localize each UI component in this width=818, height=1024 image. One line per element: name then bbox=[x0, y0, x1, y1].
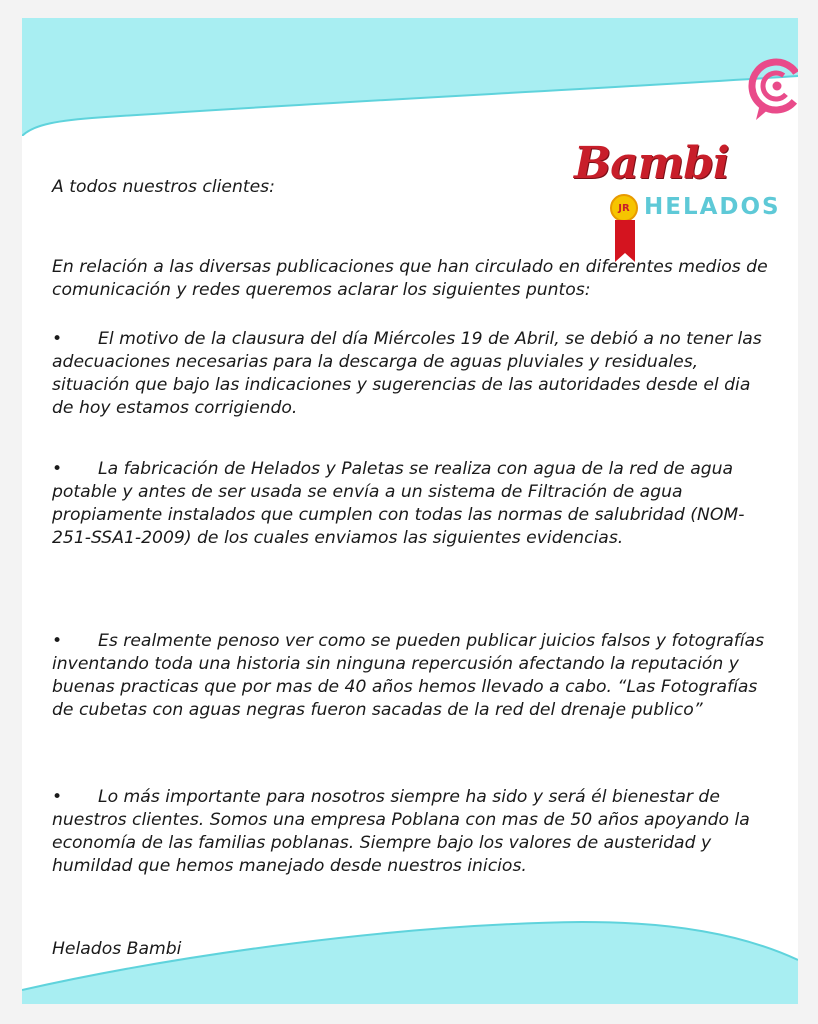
letter-intro: En relación a las diversas publicaciones que han circulado en diferentes medios de comunicación y redes queremos aclarar los siguientes puntos: bbox=[52, 257, 768, 300]
letter-sheet bbox=[22, 18, 798, 1004]
point-text: Lo más importante para nosotros siempre ha sido y será él bienestar de nuestros clientes. Somos una empresa Poblana con mas de 50 años apoyando la economía de las familias poblanas. Siempre bajo los valores de austeridad y humildad que hemos manejado desde nuestros inicios. bbox=[52, 787, 750, 876]
point-text: La fabricación de Helados y Paletas se realiza con agua de la red de agua potable y antes de ser usada se envía a un sistema de Filtración de agua propiamente instalados que cumplen con todas las normas de salubridad (NOM-251-SSA1-2009) de los cuales enviamos las siguientes evidencias. bbox=[52, 459, 745, 548]
list-item bbox=[52, 786, 772, 878]
letter-greeting: A todos nuestros clientes: bbox=[52, 177, 275, 197]
point-text: El motivo de la clausura del día Miércoles 19 de Abril, se debió a no tener las adecuaciones necesarias para la descarga de aguas pluviales y residuales, situación que bajo las indicaciones y sugerencias de las autoridades desde el dia de hoy estamos corrigiendo. bbox=[52, 329, 762, 418]
letter-signature: Helados Bambi bbox=[52, 939, 182, 959]
bullet-icon: • bbox=[52, 459, 63, 479]
list-item bbox=[52, 630, 772, 722]
list-item bbox=[52, 458, 772, 550]
point-text: Es realmente penoso ver como se pueden publicar juicios falsos y fotografías inventando toda una historia sin ninguna repercusión afectando la reputación y buenas practicas que por mas de 40 años hemos llevado a cabo. “Las Fotografías de cubetas con aguas negras fueron sacadas de la red del drenaje publico” bbox=[52, 631, 765, 720]
bottom-wave-decoration bbox=[22, 914, 798, 1004]
brand-badge: JR bbox=[610, 194, 638, 222]
media-logo-icon bbox=[746, 58, 798, 124]
list-item bbox=[52, 328, 772, 420]
bullet-icon: • bbox=[52, 329, 63, 349]
brand-subtitle: HELADOS bbox=[644, 194, 781, 220]
top-wave-decoration bbox=[22, 18, 798, 136]
brand-script-name: Bambi bbox=[574, 138, 729, 189]
bullet-icon: • bbox=[52, 787, 63, 807]
bullet-icon: • bbox=[52, 631, 63, 651]
